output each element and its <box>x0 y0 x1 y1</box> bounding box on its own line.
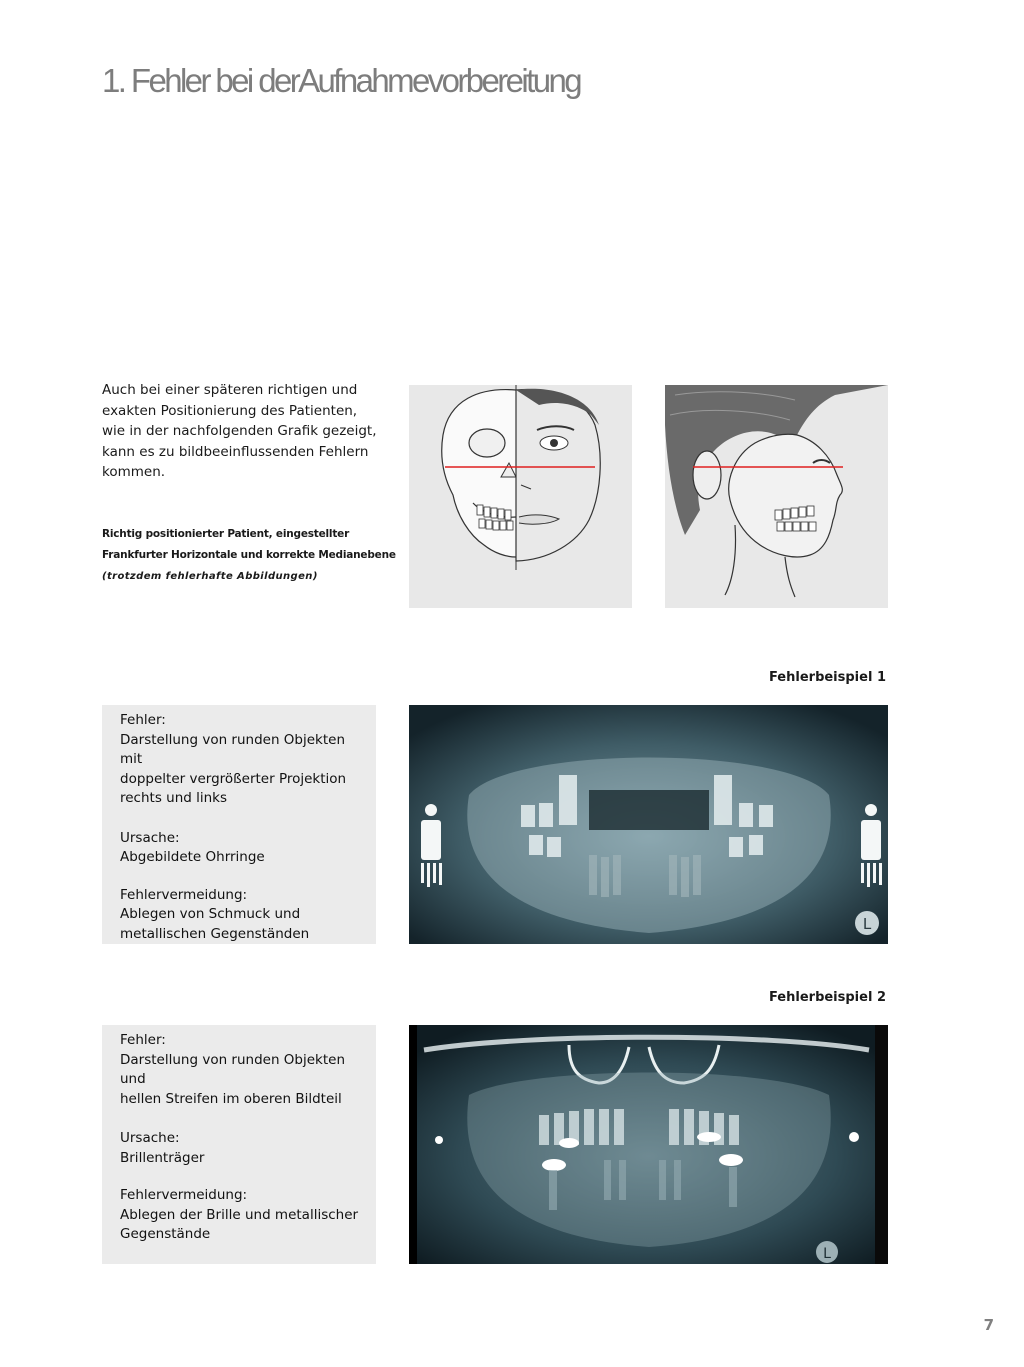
intro-line: Auch bei einer späteren richtigen und <box>102 382 358 398</box>
caption-note: (trotzdem fehlerhafte Abbildungen) <box>102 571 318 582</box>
intro-paragraph <box>102 380 392 483</box>
fehler-text: Darstellung von runden Objekten und <box>120 1051 346 1087</box>
lateral-face-illustration <box>665 385 888 608</box>
intro-line: kann es zu bildbeeinflussenden Fehlern <box>102 443 369 460</box>
vermeidung-text: Gegenstände <box>120 1226 211 1242</box>
page-number: 7 <box>983 1316 994 1334</box>
example-2-error-box <box>102 1025 376 1264</box>
panoramic-xray-2 <box>409 1025 888 1264</box>
lateral-skull-face-drawing <box>665 385 888 608</box>
vermeidung-text: Ablegen von Schmuck und <box>120 906 301 922</box>
side-marker-label: L <box>823 1246 831 1262</box>
intro-line: exakten Positionierung des Patienten, <box>102 402 358 419</box>
ursache-heading: Ursache: <box>120 829 180 846</box>
ursache-text: Brillenträger <box>120 1149 205 1166</box>
ursache-heading: Ursache: <box>120 1130 180 1146</box>
vermeidung-heading: Fehlervermeidung: <box>120 1187 248 1203</box>
caption-line: Richtig positionierter Patient, eingestellter <box>102 528 350 540</box>
fehler-text: hellen Streifen im oberen Bildteil <box>120 1090 342 1107</box>
frontal-skull-face-drawing <box>409 385 632 608</box>
fehler-text: Darstellung von runden Objekten mit <box>120 731 346 767</box>
vermeidung-text: metallischen Gegenständen <box>120 925 310 942</box>
example-1-label: Fehlerbeispiel 1 <box>768 670 886 685</box>
intro-line: kommen. <box>102 464 166 480</box>
intro-line: wie in der nachfolgenden Grafik gezeigt, <box>102 423 377 439</box>
xray-earrings-image <box>409 705 888 944</box>
example-1-error-box <box>102 705 376 944</box>
vermeidung-text: Ablegen der Brille und metallischer <box>120 1206 359 1223</box>
caption-line: Frankfurter Horizontale und korrekte Medianebene <box>102 549 396 561</box>
panoramic-xray-1 <box>409 705 888 944</box>
fehler-heading: Fehler: <box>120 712 166 728</box>
xray-glasses-image <box>409 1025 888 1264</box>
fehler-text: doppelter vergrößerter Projektion <box>120 770 347 787</box>
figure-caption <box>102 524 402 587</box>
ursache-text: Abgebildete Ohrringe <box>120 849 265 865</box>
side-marker-label: L <box>862 915 872 933</box>
vermeidung-heading: Fehlervermeidung: <box>120 886 248 903</box>
fehler-text: rechts und links <box>120 790 228 806</box>
example-2-label: Fehlerbeispiel 2 <box>768 990 886 1005</box>
frontal-face-illustration <box>409 385 632 608</box>
fehler-heading: Fehler: <box>120 1032 166 1048</box>
page-title: 1. Fehler bei derAufnahmevorbereitung <box>102 62 580 99</box>
